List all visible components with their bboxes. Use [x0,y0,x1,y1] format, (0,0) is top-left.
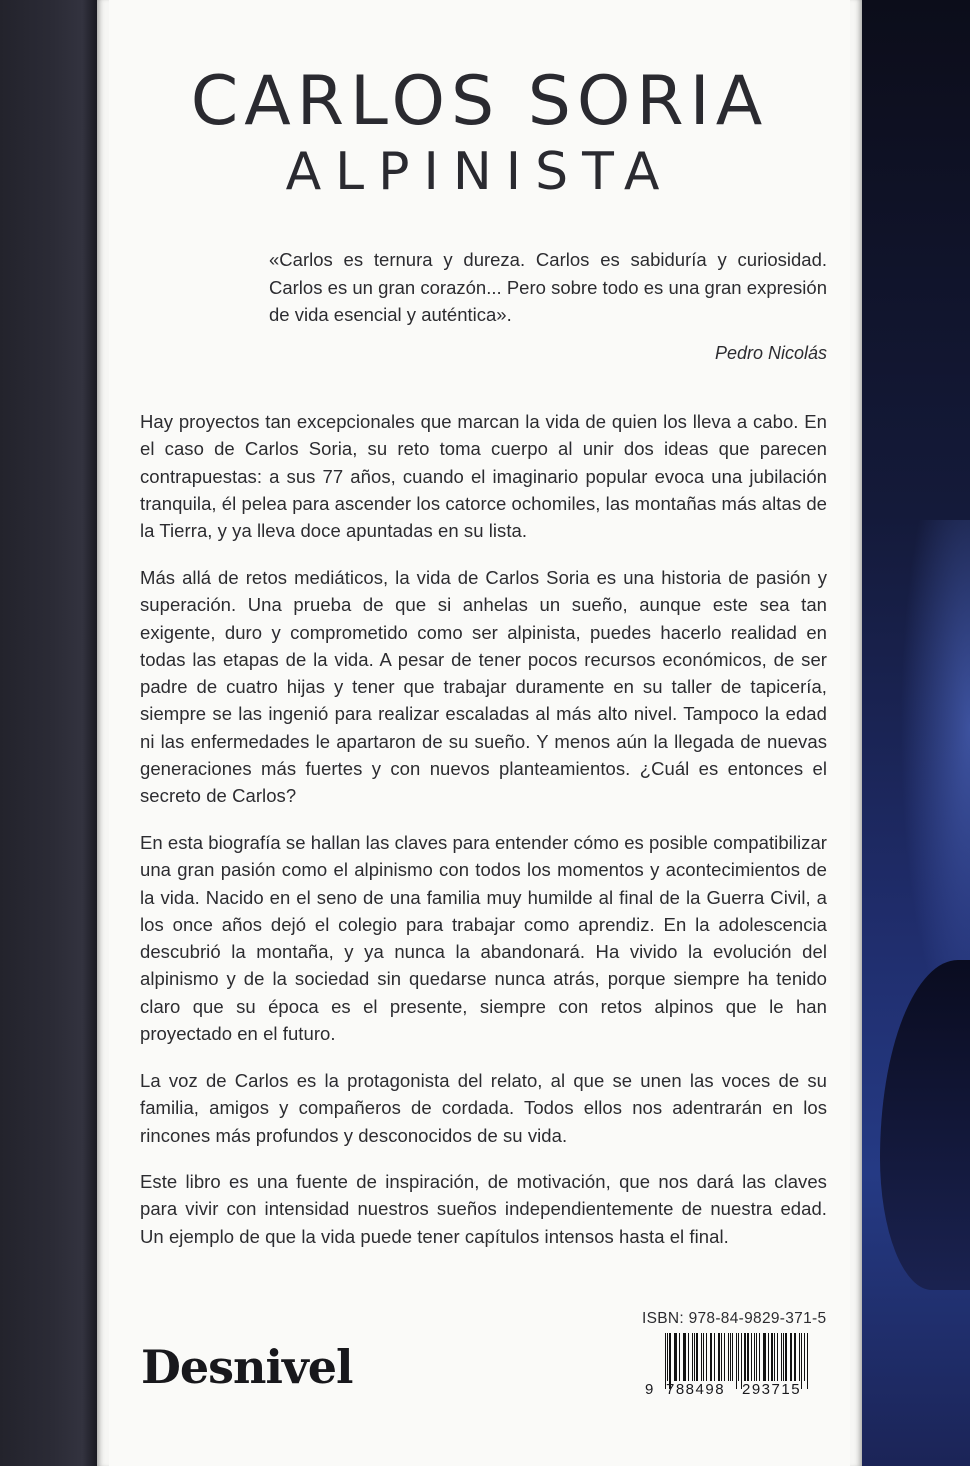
barcode-bar [701,1333,702,1381]
barcode-bar [718,1333,720,1381]
barcode-bar [747,1333,748,1381]
barcode-bar [807,1333,808,1389]
barcode-bar [759,1333,760,1381]
barcode-bar [674,1333,675,1381]
barcode-bar [675,1333,677,1381]
barcode-bar [744,1333,746,1381]
barcode-bar [799,1333,800,1381]
barcode-bar [732,1333,733,1381]
barcode-bar [774,1333,775,1381]
barcode-bar [768,1333,769,1381]
left-background-strip [0,0,97,1466]
barcode-bar [728,1333,729,1381]
barcode-bar [781,1333,782,1381]
barcode-bar [679,1333,680,1381]
barcode-bar [711,1333,712,1381]
barcode-bar [688,1333,689,1381]
barcode-bar [683,1333,684,1381]
barcode-bar [696,1333,698,1381]
photo-figure-shape [880,960,970,1290]
barcode-bar [692,1333,693,1381]
book-title: CARLOS SORIA [190,62,769,141]
barcode-bar [790,1333,791,1381]
barcode-bar [706,1333,707,1381]
barcode-bar [694,1333,695,1381]
barcode-bar [738,1333,739,1381]
right-cover-photo-strip [862,0,970,1466]
barcode-digits-right: 293715 [742,1381,802,1398]
barcode-bar [684,1333,685,1381]
barcode-digits-left: 788498 [666,1381,726,1398]
publisher-logo: Desnivel [141,1340,353,1394]
barcode-bar [804,1333,805,1381]
barcode-bar [794,1333,796,1381]
barcode-bar [764,1333,765,1381]
isbn-label: ISBN: 978-84-9829-371-5 [642,1310,827,1327]
barcode-bar [777,1333,778,1381]
barcode-bar [724,1333,725,1381]
barcode-bar [730,1333,731,1381]
barcode [665,1333,809,1381]
barcode-bar [756,1333,757,1381]
barcode-bar [751,1333,752,1381]
synopsis-paragraph: La voz de Carlos es la protagonista del relato, al que se unen las voces de su familia, amigos y compañeros de cordada. Todos ellos nos adentrarán en los rincones más profundos y desconocidos de su vida. [140,1070,827,1146]
barcode-bar [703,1333,704,1381]
barcode-bar [754,1333,755,1381]
synopsis-paragraph: Este libro es una fuente de inspiración, de motivación, que nos dará las claves para vivir con intensidad nuestros sueños independientemente de nuestra edad. Un ejemplo de que la vida puede tener capítulos intensos hasta el final. [140,1171,827,1247]
barcode-bar [783,1333,784,1381]
barcode-bar [714,1333,715,1381]
book-subtitle: ALPINISTA [285,142,674,202]
barcode-bar [771,1333,773,1381]
epigraph-quote: «Carlos es ternura y dureza. Carlos es sabiduría y curiosidad. Carlos es un gran corazón... Pero sobre todo es una gran expresión de vida esencial y auténtica». [269,249,827,325]
synopsis-paragraph: Más allá de retos mediáticos, la vida de Carlos Soria es una historia de pasión y superación. Una prueba de que si anhelas un sueño, aunque este sea tan exigente, duro y comprometido como ser alpinista, puedes hacerlo realidad en todas las etapas de la vida. A pesar de tener pocos recursos económicos, de ser padre de cuatro hijas y tener que trabajar duramente en su taller de tapicería, siempre se las ingenió para realizar escaladas al más alto nivel. Tampoco la edad ni las enfermedades le apartaron de su sueño. Y menos aún la llegada de nuevas generaciones más fuertes y con nuevos planteamientos. ¿Cuál es entonces el secreto de Carlos? [140,567,827,807]
barcode-bar [791,1333,792,1381]
barcode-bar [785,1333,786,1381]
barcode-bar [721,1333,722,1381]
back-cover [97,0,862,1466]
quote-author: Pedro Nicolás [714,343,827,363]
barcode-bar [710,1333,711,1381]
synopsis-paragraph: Hay proyectos tan excepcionales que marcan la vida de quien los lleva a cabo. En el caso de Carlos Soria, su reto toma cuerpo al unir dos ideas que parecen contrapuestas: a sus 77 años, cuando el imaginario popular evoca una jubilación tranquila, él pelea para ascender los catorce ochomiles, las montañas más altas de la Tierra, y ya lleva doce apuntadas en su lista. [140,411,827,542]
barcode-bar [667,1333,668,1381]
barcode-digit-first: 9 [645,1381,654,1398]
barcode-bar [736,1333,737,1389]
barcode-bar [763,1333,764,1381]
synopsis-paragraph: En esta biografía se hallan las claves para entender cómo es posible compatibilizar una gran pasión como el alpinismo con todos los momentos y acontecimientos de la vida. Nacido en el seno de una familia muy humilde al final de la Guerra Civil, a los once años dejó el colegio para trabajar como aprendiz. En la adolescencia descubrió la montaña, y ya nunca la abandonará. Ha vivido la evolución del alpinismo y de la sociedad sin quedarse nunca atrás, porque siempre ha tenido claro que su época es el presente, siempre con retos alpinos que le han proyectado en el futuro. [140,832,827,1045]
